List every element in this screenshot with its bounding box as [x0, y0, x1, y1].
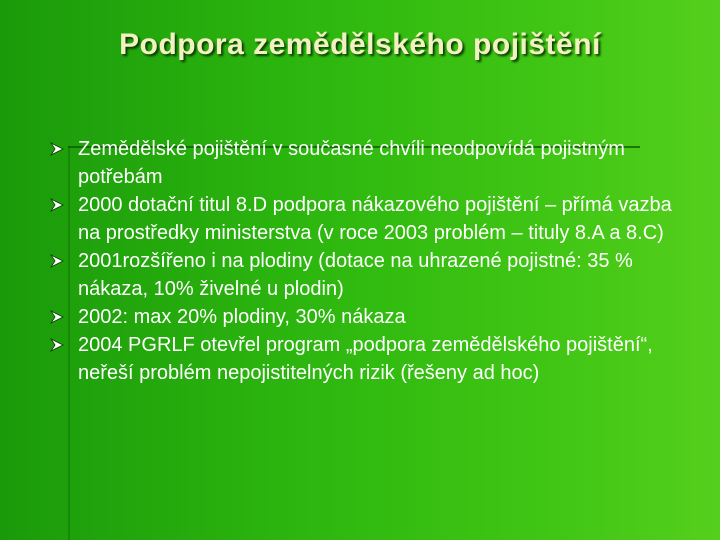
- arrow-right-icon: [50, 303, 70, 331]
- bullet-item: [50, 247, 690, 303]
- bullet-text: 2002: max 20% plodiny, 30% nákaza: [78, 306, 406, 328]
- bullet-text: 2001rozšířeno i na plodiny (dotace na uhrazené pojistné: 35 % nákaza, 10% živelné u plodin): [78, 250, 633, 300]
- arrow-right-icon: [50, 191, 70, 219]
- arrow-right-icon: [50, 247, 70, 275]
- bullet-item: [50, 135, 690, 191]
- arrow-right-icon: [50, 331, 70, 359]
- bullet-list: [50, 135, 690, 387]
- bullet-text: 2004 PGRLF otevřel program „podpora zemědělského pojištění“, neřeší problém nepojistitelných rizik (řešeny ad hoc): [78, 334, 653, 384]
- bullet-text: Zemědělské pojištění v současné chvíli neodpovídá pojistným potřebám: [78, 138, 625, 188]
- bullet-item: [50, 191, 690, 247]
- arrow-right-icon: [50, 135, 70, 163]
- bullet-item: [50, 331, 690, 387]
- bullet-text: 2000 dotační titul 8.D podpora nákazového pojištění – přímá vazba na prostředky ministerstva (v roce 2003 problém – tituly 8.A a 8.C): [78, 194, 672, 244]
- bullet-item: [50, 303, 690, 331]
- slide-title: Podpora zemědělského pojištění: [119, 28, 601, 61]
